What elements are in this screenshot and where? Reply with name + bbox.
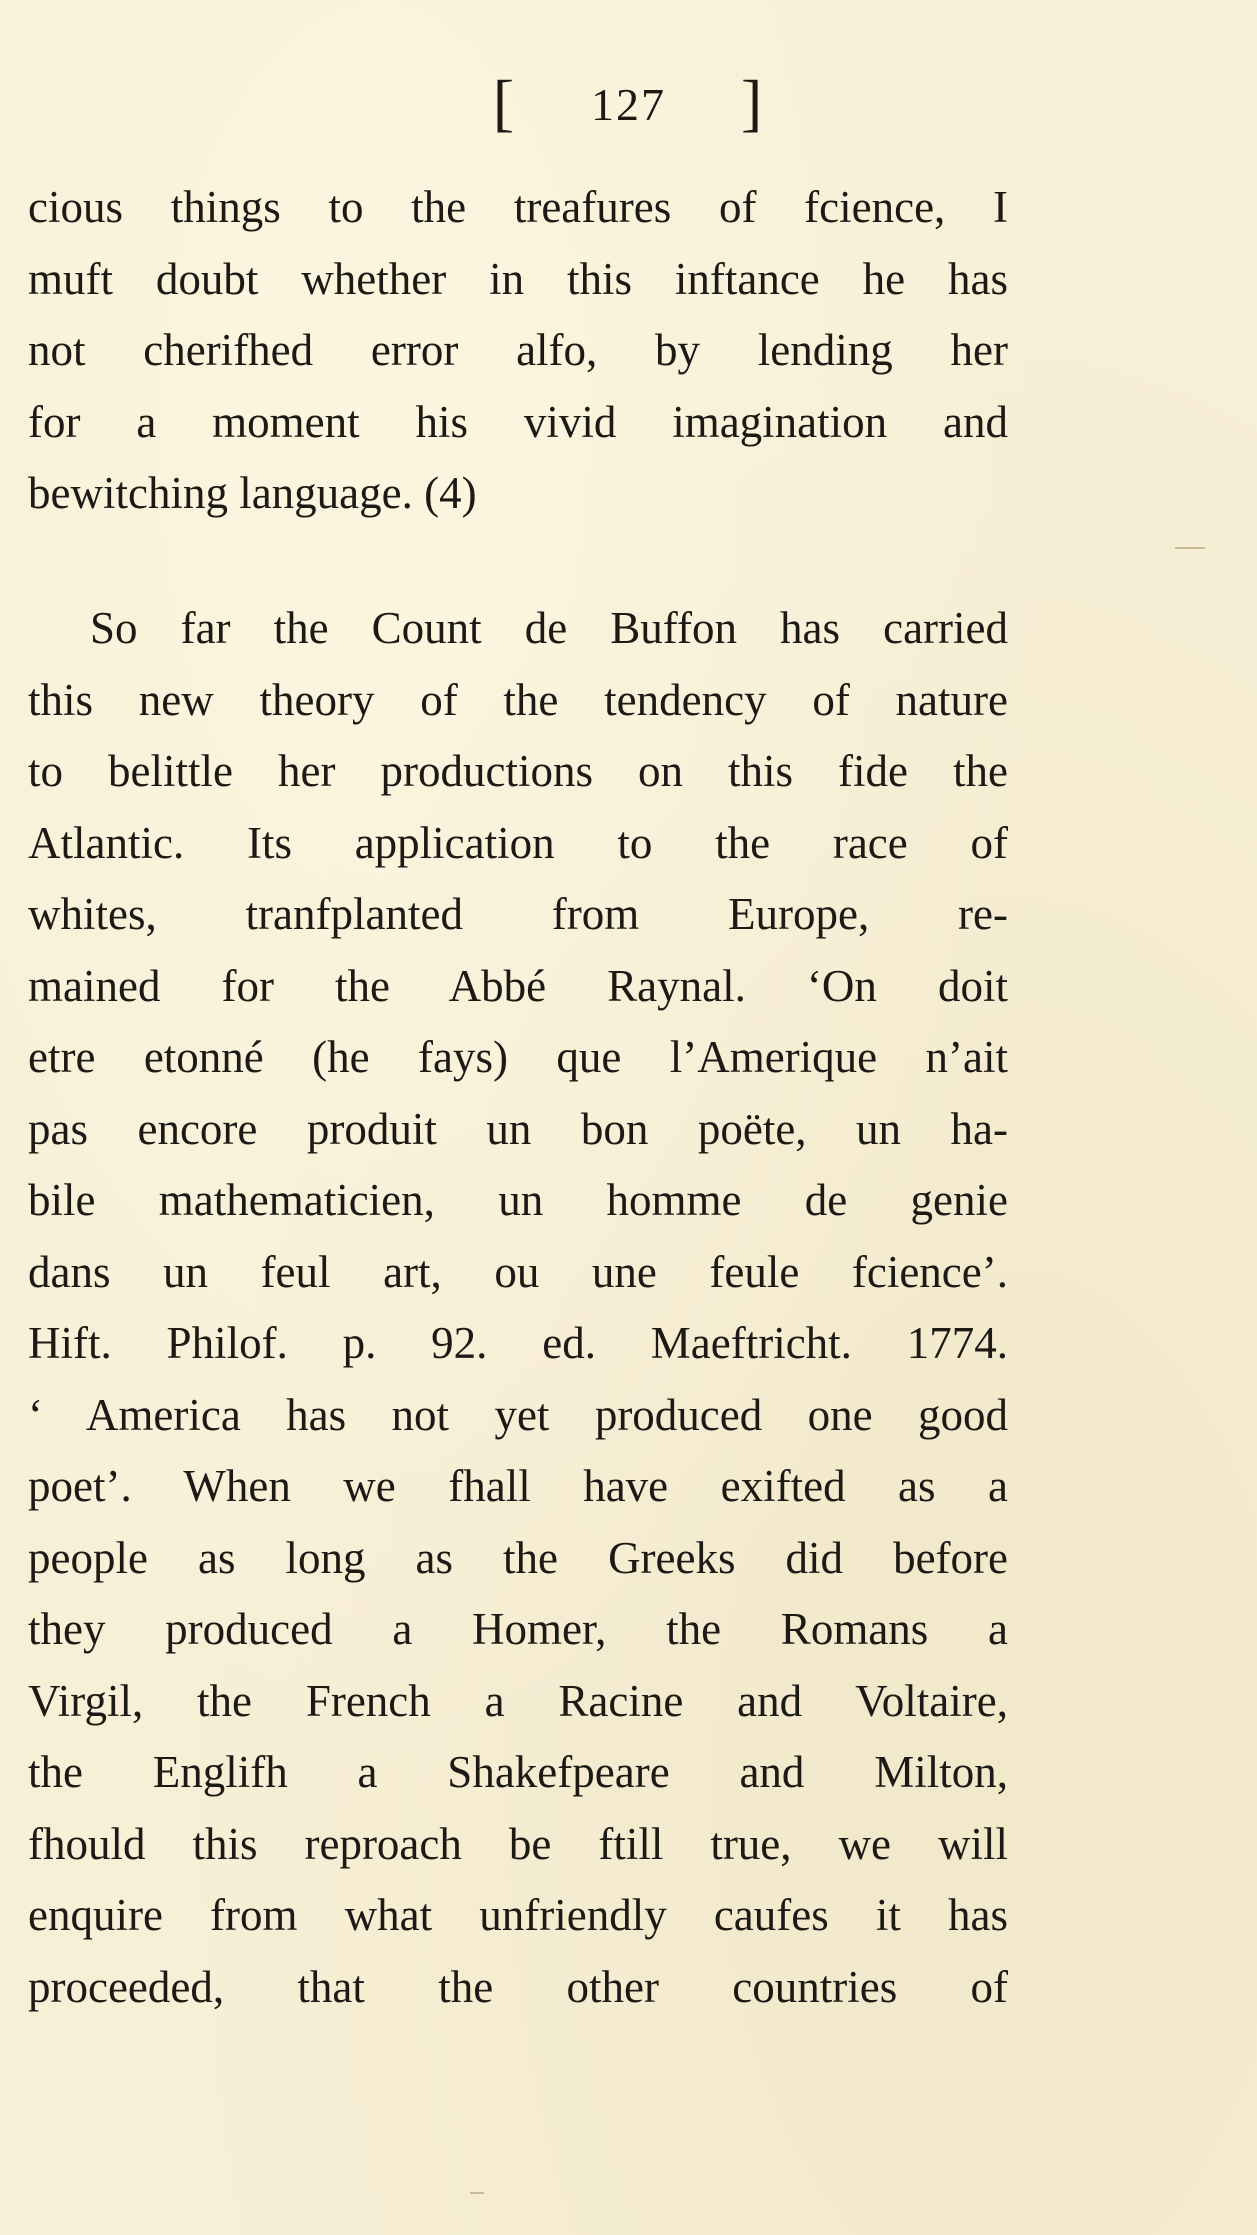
paper-mark [470, 2192, 484, 2194]
text-line: Atlantic. Its application to the race of [28, 817, 1008, 868]
text-line: bewitching language. (4) [28, 468, 477, 518]
text-line: they produced a Homer, the Romans a [28, 1604, 1008, 1654]
text-line: So far the Count de Buffon has carried [90, 603, 1008, 653]
text-line: to belittle her productions on this fide the [28, 746, 1008, 796]
text-line: dans un feul art, ou une feule fcience’. [28, 1246, 1008, 1297]
text-line: bile mathematicien, un homme de genie [28, 1175, 1008, 1225]
text-line: whites, tranfplanted from Europe, re- [28, 889, 1008, 939]
text-line: fhould this reproach be ftill true, we will [28, 1818, 1008, 1869]
paragraph-2 [28, 593, 1008, 2023]
text-line: not cherifhed error alfo, by lending her [28, 325, 1008, 375]
text-line: cious things to the treafures of fcience, I [28, 182, 1008, 232]
page-number: 127 [591, 79, 666, 130]
text-line: ‘ America has not yet produced one good [28, 1389, 1008, 1440]
page-header [0, 62, 1257, 136]
text-line: people as long as the Greeks did before [28, 1532, 1008, 1583]
text-line: mained for the Abbé Raynal. ‘On doit [28, 960, 1008, 1011]
text-line: pas encore produit un bon poëte, un ha- [28, 1103, 1008, 1154]
text-line: the Englifh a Shakefpeare and Milton, [28, 1747, 1008, 1797]
paragraph-1 [28, 172, 1008, 530]
text-line: for a moment his vivid imagination and [28, 396, 1008, 447]
text-line: this new theory of the tendency of nature [28, 674, 1008, 725]
paper-mark [1175, 547, 1205, 549]
text-line: etre etonné (he fays) que l’Amerique n’ait [28, 1032, 1008, 1082]
text-line: enquire from what unfriendly caufes it has [28, 1890, 1008, 1940]
right-bracket: ] [741, 67, 765, 138]
text-line: poet’. When we fhall have exifted as a [28, 1461, 1008, 1511]
left-bracket: [ [492, 67, 516, 138]
text-line: Virgil, the French a Racine and Voltaire, [28, 1675, 1008, 1726]
text-line: Hift. Philof. p. 92. ed. Maeftricht. 1774. [28, 1318, 1008, 1368]
text-line: proceeded, that the other countries of [28, 1961, 1008, 2012]
text-line: muft doubt whether in this inftance he has [28, 253, 1008, 304]
